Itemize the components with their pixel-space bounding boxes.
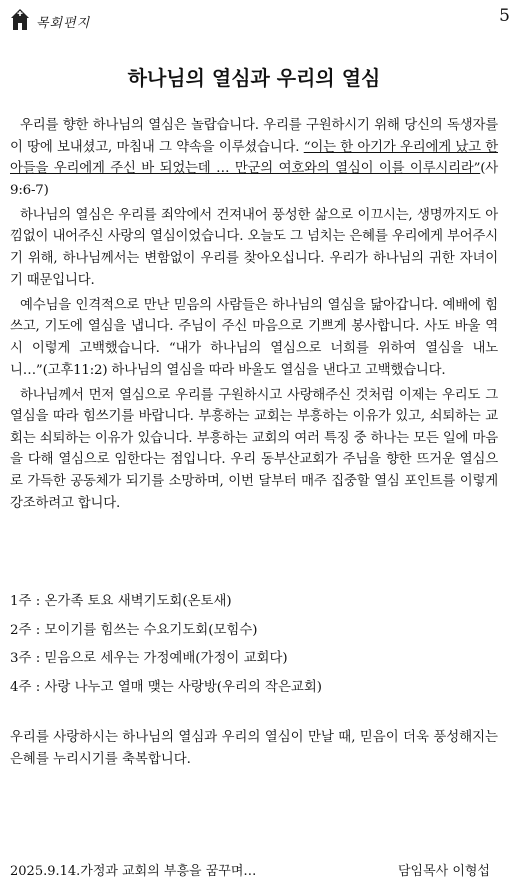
logo-text: 목회편지 bbox=[36, 16, 91, 31]
page-header bbox=[0, 0, 508, 40]
page-title: 하나님의 열심과 우리의 열심 bbox=[127, 66, 381, 90]
paragraph-4: 하나님께서 먼저 열심으로 우리를 구원하시고 사랑해주신 것처럼 이제는 우리도 그 열심을 따라 힘쓰기를 바랍니다. 부흥하는 교회는 부흥하는 이유가 있고, 쇠퇴하는 교회는 쇠퇴하는 이유가 있습니다. 부흥하는 교회의 여러 특징 중 하나는 모든 일에 마음을 다해 열심으로 임한다는 점입니다. 우리 동부산교회가 주님을 향한 뜨거운 열심으로 가득한 공동체가 되기를 소망하며, 이번 달부터 매주 집중할 열심 포인트를 이렇게 강조하려고 합니다. bbox=[10, 387, 498, 511]
week-list bbox=[10, 592, 498, 706]
week-item bbox=[10, 678, 498, 707]
week-label: 4주 : bbox=[10, 679, 41, 695]
week-text: 온가족 토요 새벽기도회(온토새) bbox=[44, 594, 232, 609]
week-label: 1주 : bbox=[10, 594, 41, 609]
footer-date-line: 2025.9.14.가정과 교회의 부흥을 꿈꾸며… bbox=[10, 864, 257, 879]
paragraph-3: 예수님을 인격적으로 만난 믿음의 사람들은 하나님의 열심을 닮아갑니다. 예배에 힘쓰고, 기도에 열심을 냅니다. 주님이 주신 마음으로 기쁘게 봉사합니다. 사도 바울 역시 이렇게 고백했습니다. “내가 하나님의 열심으로 너희를 위하여 열심을 내노니…”(고후11:2) 하나님의 열심을 따라 바울도 열심을 낸다고 고백했습니다. bbox=[10, 297, 498, 378]
scripture-quote: “이는 한 아기가 우리에게 났고 한 아들을 우리에게 주신 바 되었는데 … 만군의 여호와의 열심이 이를 이루시리라” bbox=[10, 139, 498, 177]
week-item bbox=[10, 592, 498, 621]
closing-blessing: 우리를 사랑하시는 하나님의 열심과 우리의 열심이 만날 때, 믿음이 더욱 풍성해지는 은혜를 누리시기를 축복합니다. bbox=[10, 730, 498, 767]
week-text: 사랑 나누고 열매 맺는 사랑방(우리의 작은교회) bbox=[44, 679, 323, 695]
scripture-reference: (사9:6-7) bbox=[10, 161, 498, 198]
paragraph-1-intro: 우리를 향한 하나님의 열심은 놀랍습니다. 우리를 구원하시기 위해 당신의 독생자를 이 땅에 보내셨고, 마침내 그 약속을 이루셨습니다. bbox=[10, 118, 498, 155]
week-item bbox=[10, 649, 498, 678]
paragraph-2: 하나님의 열심은 우리를 죄악에서 건져내어 풍성한 삶으로 이끄시는, 생명까지도 아낌없이 내어주신 사랑의 열심이었습니다. 오늘도 그 넘치는 은혜를 우리에게 부어주시기 위해, 하나님께서는 변함없이 우리를 찾아오십니다. 우리가 하나님의 귀한 자녀이기 때문입니다. bbox=[10, 207, 498, 288]
week-text: 믿음으로 세우는 가정예배(가정이 교회다) bbox=[44, 651, 288, 666]
footer-signature: 담임목사 이형섭 bbox=[397, 864, 490, 879]
week-label: 2주 : bbox=[10, 622, 41, 638]
week-label: 3주 : bbox=[10, 651, 41, 666]
week-item bbox=[10, 621, 498, 650]
letter-body bbox=[10, 115, 498, 518]
page-number: 5 bbox=[499, 6, 510, 26]
week-text: 모이기를 힘쓰는 수요기도회(모힘수) bbox=[44, 622, 258, 638]
church-icon bbox=[8, 8, 32, 36]
paragraph-1 bbox=[10, 115, 498, 201]
